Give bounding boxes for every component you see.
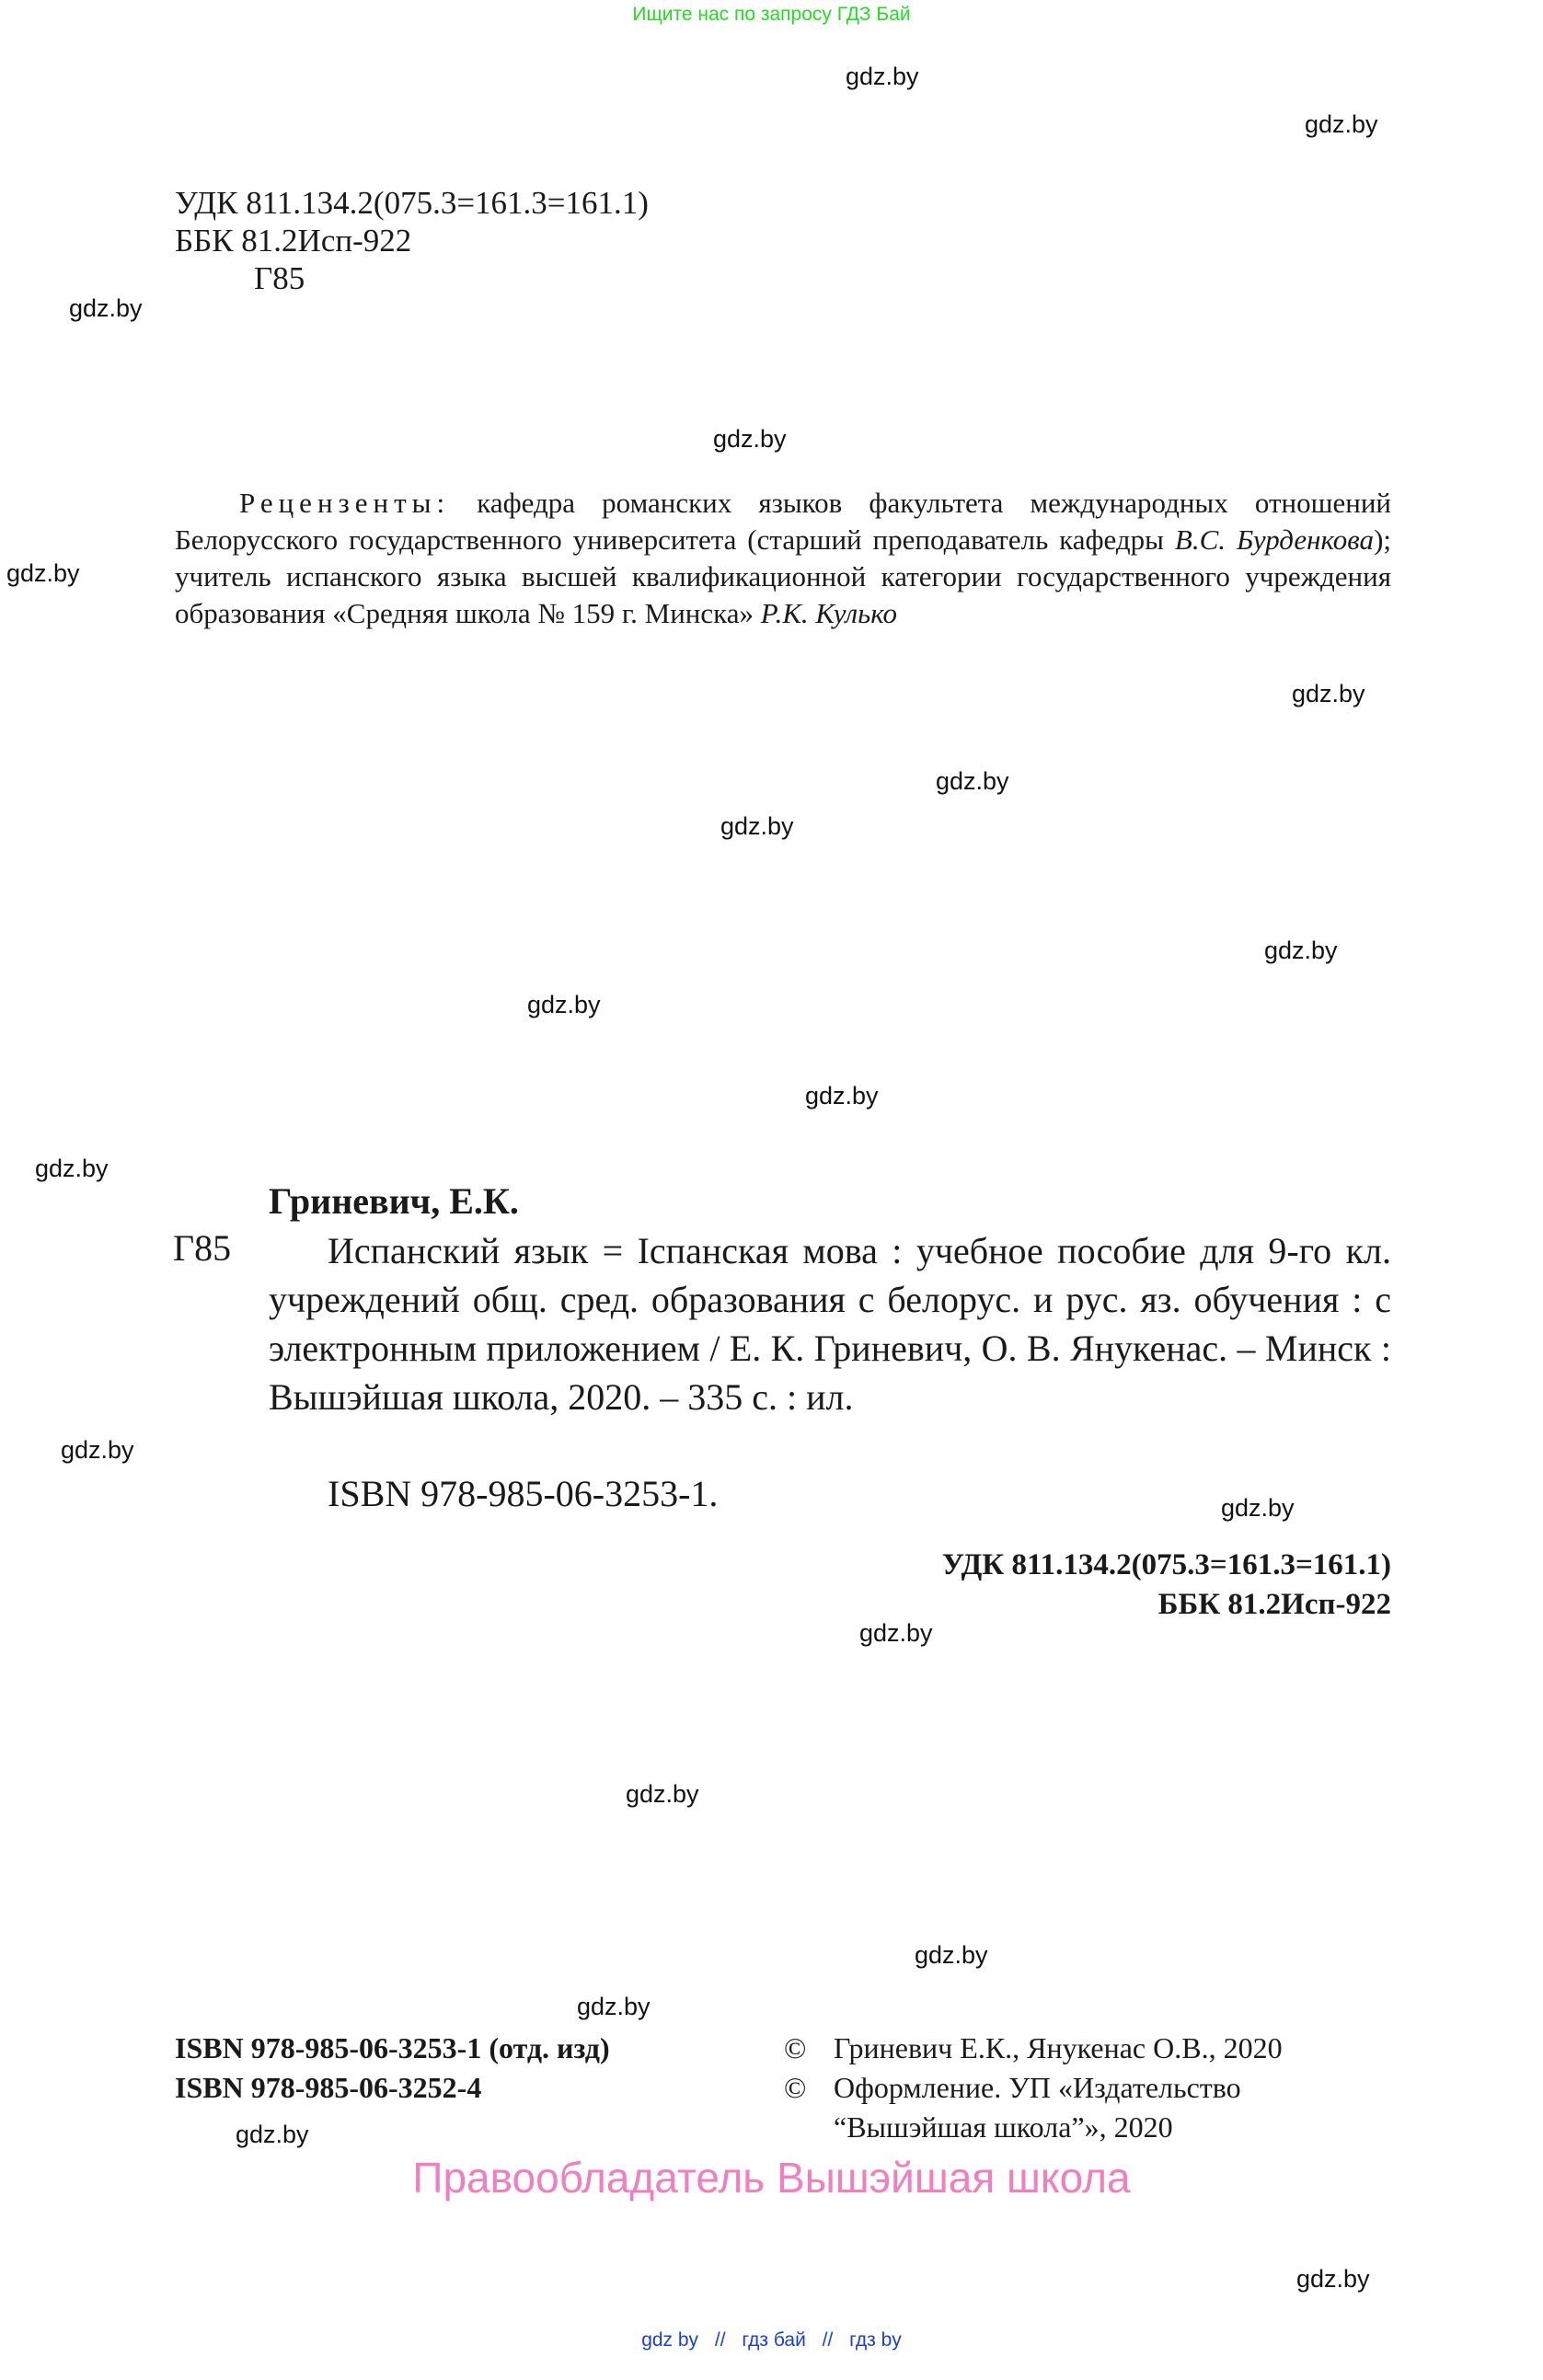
footer-link[interactable]: гдз by [849,2329,902,2351]
footer-links [0,2329,1543,2351]
isbn-item: ISBN 978-985-06-3253-1 (отд. изд) [175,2031,610,2064]
bibliographic-description [269,1226,1391,1421]
watermark: gdz.by [1221,1494,1295,1522]
isbn-line: ISBN 978-985-06-3253-1. [328,1473,719,1514]
udk-code: УДК 811.134.2(075.3=161.3=161.1) [941,1548,1391,1581]
watermark: gdz.by [69,294,143,322]
watermark: gdz.by [6,559,80,587]
udk-code: УДК 811.134.2(075.3=161.3=161.1) [175,185,649,221]
footer-separator: // [822,2329,834,2351]
catalog-codes-top [175,184,649,297]
copyright-item [784,2068,1391,2147]
watermark: gdz.by [577,1993,651,2020]
reviewer-name: В.С. Бурденкова [1174,523,1375,556]
watermark: gdz.by [859,1619,933,1647]
reviewers-label: Рецензенты: [239,487,451,519]
copyright-text: Оформление. УП «Издательство “Вышэйшая школа”», 2020 [834,2071,1241,2144]
watermark: gdz.by [61,1436,134,1464]
rights-holder-notice: Правообладатель Вышэйшая школа [412,2154,1131,2202]
watermark: gdz.by [936,767,1009,795]
watermark: gdz.by [805,1082,879,1110]
watermark: gdz.by [1296,2265,1370,2293]
catalog-codes-bottom [942,1546,1391,1625]
isbn-item: ISBN 978-985-06-3252-4 [175,2071,482,2104]
watermark: gdz.by [1264,937,1338,964]
footer-link[interactable]: gdz by [641,2329,699,2351]
watermark: gdz.by [35,1155,109,1182]
copyright-text: Гриневич Е.К., Янукенас О.В., 2020 [834,2031,1283,2064]
watermark: gdz.by [527,991,601,1018]
copyright-icon: © [784,2071,807,2104]
reviewers-text: кафедра романских языков факультета международных отношений Белорусского государственного университета (старший преподаватель кафедры [175,487,1391,556]
watermark: gdz.by [1305,110,1378,138]
watermark: gdz.by [846,63,919,90]
bbk-code: ББК 81.2Исп-922 [175,223,412,259]
author-sign: Г85 [173,1227,232,1269]
footer-separator: // [714,2329,726,2351]
reviewers-text: ); учитель испанского языка высшей квалификационной категории государственного учреждения образования «Средняя школа № 159 г. Минска» [175,523,1391,629]
bbk-code: ББК 81.2Исп-922 [1157,1588,1391,1621]
watermark: gdz.by [720,812,794,840]
reviewers-paragraph [175,485,1391,632]
copyright-item [784,2029,1391,2068]
watermark: gdz.by [713,425,787,453]
isbn-block [175,2029,610,2108]
watermark: gdz.by [626,1780,699,1808]
search-banner: Ищите нас по запросу ГДЗ Бай [632,4,911,25]
copyright-icon: © [784,2031,807,2064]
description-text: Испанский язык = Іспанская мова : учебное пособие для 9-го кл. учреждений общ. сред. образования с белорус. и рус. яз. обучения : с электронным приложением / Е. К. Гриневич, О. В. Янукенас. – Минск : Вышэйшая школа, 2020. – 335 с. : ил. [269,1230,1391,1418]
watermark: gdz.by [236,2121,309,2148]
reviewer-name: Р.К. Кулько [760,597,898,629]
author-sign: Г85 [254,260,305,296]
author-heading: Гриневич, Е.К. [269,1180,519,1222]
watermark: gdz.by [915,1941,988,1969]
watermark: gdz.by [1292,680,1365,707]
footer-link[interactable]: гдз бай [742,2329,806,2351]
copyright-block [784,2029,1391,2147]
